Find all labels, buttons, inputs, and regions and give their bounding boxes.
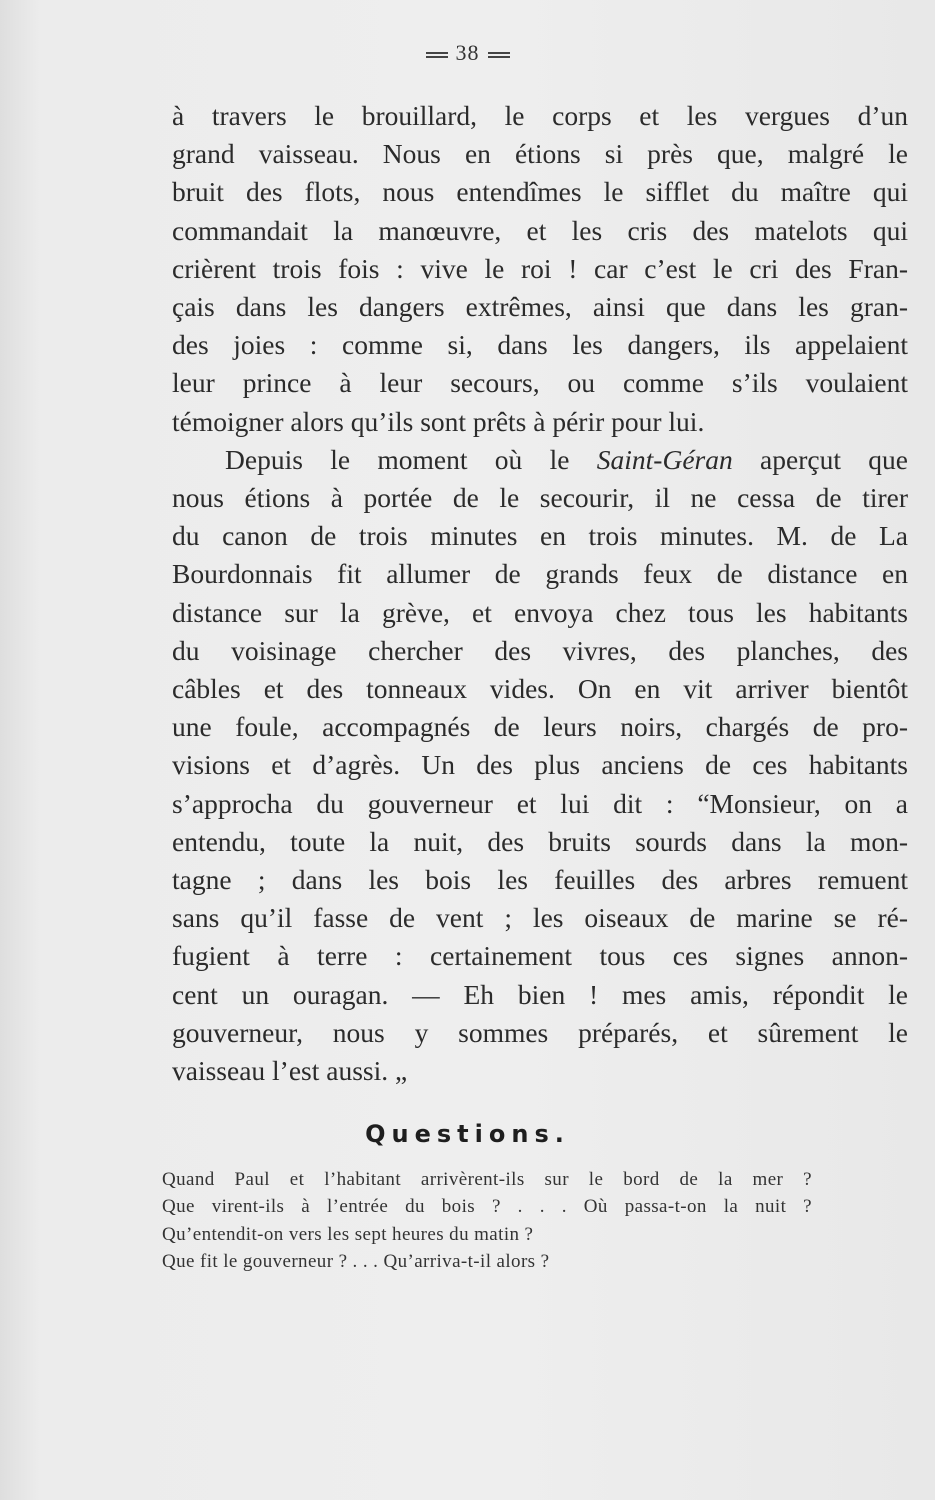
text-line: à travers le brouillard, le corps et les vergues d’un bbox=[172, 100, 908, 131]
text-line: fugient à terre : certainement tous ces signes annon- bbox=[172, 940, 908, 972]
text-line: distance sur la grève, et envoya chez tous les habitants bbox=[172, 596, 908, 628]
text-line: leur prince à leur secours, ou comme s’ils voulaient bbox=[172, 367, 908, 399]
text-line: bruit des flots, nous entendîmes le sifflet du maître qui bbox=[172, 176, 908, 208]
text-fragment: Depuis le moment où le bbox=[225, 443, 597, 475]
ship-name: Saint-Géran bbox=[596, 443, 733, 475]
question-item: Que fit le gouverneur ? . . . Qu’arriva-t-il alors ? bbox=[162, 1250, 550, 1272]
text-line: sans qu’il fasse de vent ; les oiseaux de marine se ré- bbox=[172, 902, 908, 934]
page-number-rule-left bbox=[426, 52, 448, 58]
text-line: çais dans les dangers extrêmes, ainsi que dans les gran- bbox=[172, 291, 908, 323]
questions-heading: Questions. bbox=[365, 1120, 570, 1148]
text-line: commandait la manœuvre, et les cris des matelots qui bbox=[172, 214, 908, 246]
question-item: Qu’entendit-on vers les sept heures du matin ? bbox=[162, 1223, 534, 1245]
page-number bbox=[0, 40, 935, 66]
text-line: vaisseau l’est aussi. „ bbox=[172, 1055, 408, 1087]
question-item: Que virent-ils à l’entrée du bois ? . . . Où passa-t-on la nuit ? bbox=[162, 1196, 812, 1218]
text-line: entendu, toute la nuit, des bruits sourds dans la mon- bbox=[172, 825, 908, 857]
question-item: Quand Paul et l’habitant arrivèrent-ils sur le bord de la mer ? bbox=[162, 1169, 812, 1190]
text-line: cent un ouragan. — Eh bien ! mes amis, répondit le bbox=[172, 978, 908, 1010]
text-line: visions et d’agrès. Un des plus anciens de ces habitants bbox=[172, 749, 908, 781]
text-line: s’approcha du gouverneur et lui dit : “Monsieur, on a bbox=[172, 787, 908, 819]
text-line: crièrent trois fois : vive le roi ! car c’est le cri des Fran- bbox=[172, 252, 908, 284]
text-fragment: aperçut que bbox=[732, 443, 908, 475]
text-line: Bourdonnais fit allumer de grands feux de distance en bbox=[172, 558, 908, 590]
page-number-text: 38 bbox=[455, 40, 480, 65]
text-line: grand vaisseau. Nous en étions si près que, malgré le bbox=[172, 138, 908, 170]
text-line: du canon de trois minutes en trois minutes. M. de La bbox=[172, 520, 908, 552]
text-line: tagne ; dans les bois les feuilles des arbres remuent bbox=[172, 864, 908, 896]
text-line: des joies : comme si, dans les dangers, ils appelaient bbox=[172, 329, 908, 361]
body-text bbox=[172, 97, 908, 1090]
paragraph-start-line bbox=[172, 441, 908, 479]
text-line: gouverneur, nous y sommes préparés, et sûrement le bbox=[172, 1016, 908, 1048]
questions-list bbox=[162, 1166, 812, 1275]
page-number-rule-right bbox=[488, 52, 510, 58]
text-line: témoigner alors qu’ils sont prêts à périr pour lui. bbox=[172, 405, 705, 437]
text-line: une foule, accompagnés de leurs noirs, chargés de pro- bbox=[172, 711, 908, 743]
text-line: câbles et des tonneaux vides. On en vit arriver bientôt bbox=[172, 673, 908, 705]
text-line: nous étions à portée de le secourir, il ne cessa de tirer bbox=[172, 482, 908, 514]
text-line: du voisinage chercher des vivres, des planches, des bbox=[172, 634, 908, 666]
